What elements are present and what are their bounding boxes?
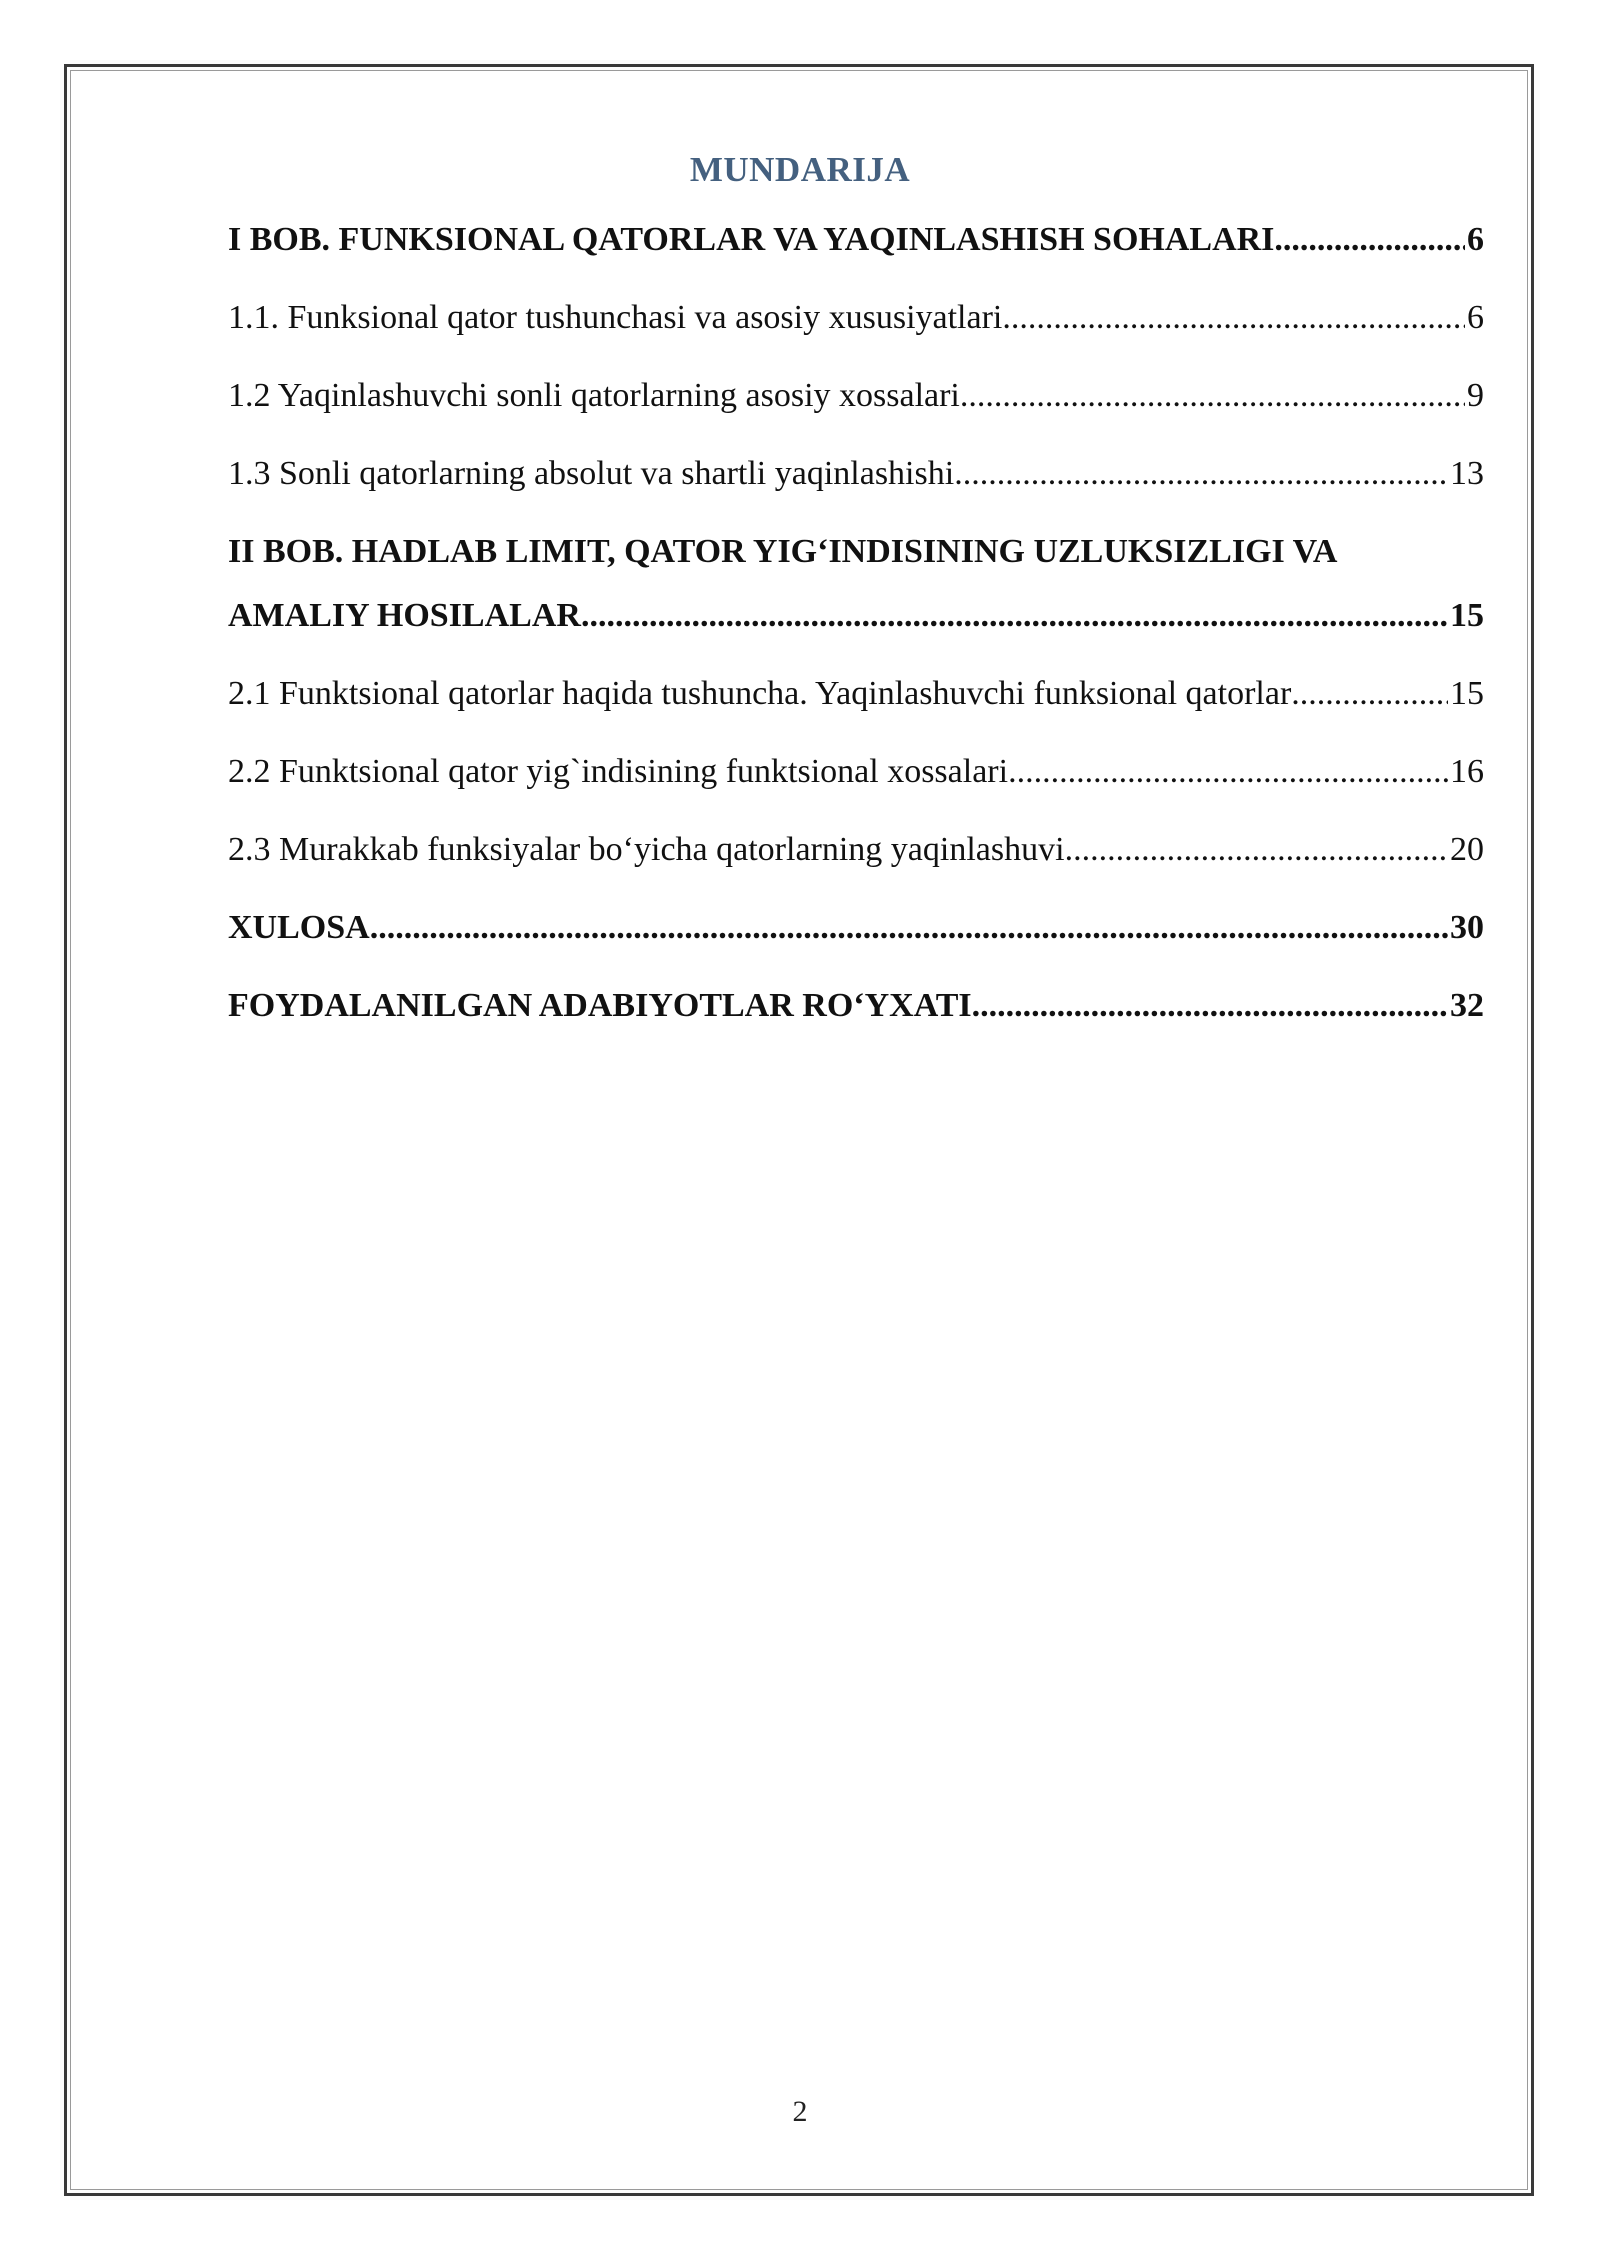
toc-entry-page: 32 — [1450, 987, 1484, 1024]
toc-entry-page: 16 — [1450, 753, 1484, 790]
toc-dot-leader — [972, 984, 1448, 1028]
toc-entry-section-1-2[interactable] — [228, 374, 1484, 418]
toc-entry-title: AMALIY HOSILALAR — [228, 597, 581, 634]
toc-dot-leader — [581, 594, 1448, 638]
toc-dot-leader — [960, 374, 1465, 418]
page-number: 2 — [792, 2095, 808, 2128]
toc-entry-chapter-2-line-2[interactable] — [228, 594, 1484, 638]
toc-entry-page: 30 — [1450, 909, 1484, 946]
toc-dot-leader — [1065, 828, 1448, 872]
toc-entry-section-1-3[interactable] — [228, 452, 1484, 496]
toc-entry-page: 15 — [1450, 597, 1484, 634]
toc-entry-section-2-1[interactable] — [228, 672, 1484, 716]
toc-dot-leader — [1008, 750, 1448, 794]
table-of-contents — [228, 0, 1484, 2262]
toc-dot-leader — [370, 906, 1448, 950]
toc-title: MUNDARIJA — [689, 150, 911, 189]
toc-entry-title: I BOB. FUNKSIONAL QATORLAR VA YAQINLASHISH SOHALARI — [228, 221, 1275, 258]
toc-entry-section-2-3[interactable] — [228, 828, 1484, 872]
toc-entry-page: 13 — [1450, 455, 1484, 492]
toc-entry-title: 1.2 Yaqinlashuvchi sonli qatorlarning asosiy xossalari — [228, 377, 960, 414]
toc-entry-title: 2.3 Murakkab funksiyalar bo‘yicha qatorlarning yaqinlashuvi — [228, 831, 1065, 868]
toc-entry-title: II BOB. HADLAB LIMIT, QATOR YIG‘INDISINING UZLUKSIZLIGI VA — [228, 533, 1338, 570]
toc-entry-conclusion[interactable] — [228, 906, 1484, 950]
toc-entry-title: FOYDALANILGAN ADABIYOTLAR RO‘YXATI — [228, 987, 972, 1024]
toc-entry-title: 2.2 Funktsional qator yig`indisining funktsional xossalari — [228, 753, 1009, 790]
toc-entry-chapter-1[interactable] — [228, 218, 1484, 262]
toc-entry-title: 1.3 Sonli qatorlarning absolut va shartli yaqinlashishi — [228, 455, 955, 492]
toc-dot-leader — [1291, 672, 1448, 716]
toc-entry-section-2-2[interactable] — [228, 750, 1484, 794]
toc-dot-leader — [954, 452, 1448, 496]
toc-entry-page: 6 — [1467, 221, 1484, 258]
toc-entry-title: XULOSA — [228, 909, 370, 946]
toc-entry-references[interactable] — [228, 984, 1484, 1028]
toc-dot-leader — [1002, 296, 1465, 340]
toc-entry-title: 1.1. Funksional qator tushunchasi va asosiy xususiyatlari — [228, 299, 1003, 336]
toc-entry-chapter-2-line-1[interactable] — [228, 530, 1484, 574]
toc-entry-page: 15 — [1450, 675, 1484, 712]
toc-entry-title: 2.1 Funktsional qatorlar haqida tushuncha. Yaqinlashuvchi funksional qatorlar — [228, 675, 1292, 712]
toc-entry-section-1-1[interactable] — [228, 296, 1484, 340]
toc-dot-leader — [1274, 218, 1465, 262]
toc-entry-page: 20 — [1450, 831, 1484, 868]
toc-entry-page: 9 — [1467, 377, 1484, 414]
toc-entry-page: 6 — [1467, 299, 1484, 336]
